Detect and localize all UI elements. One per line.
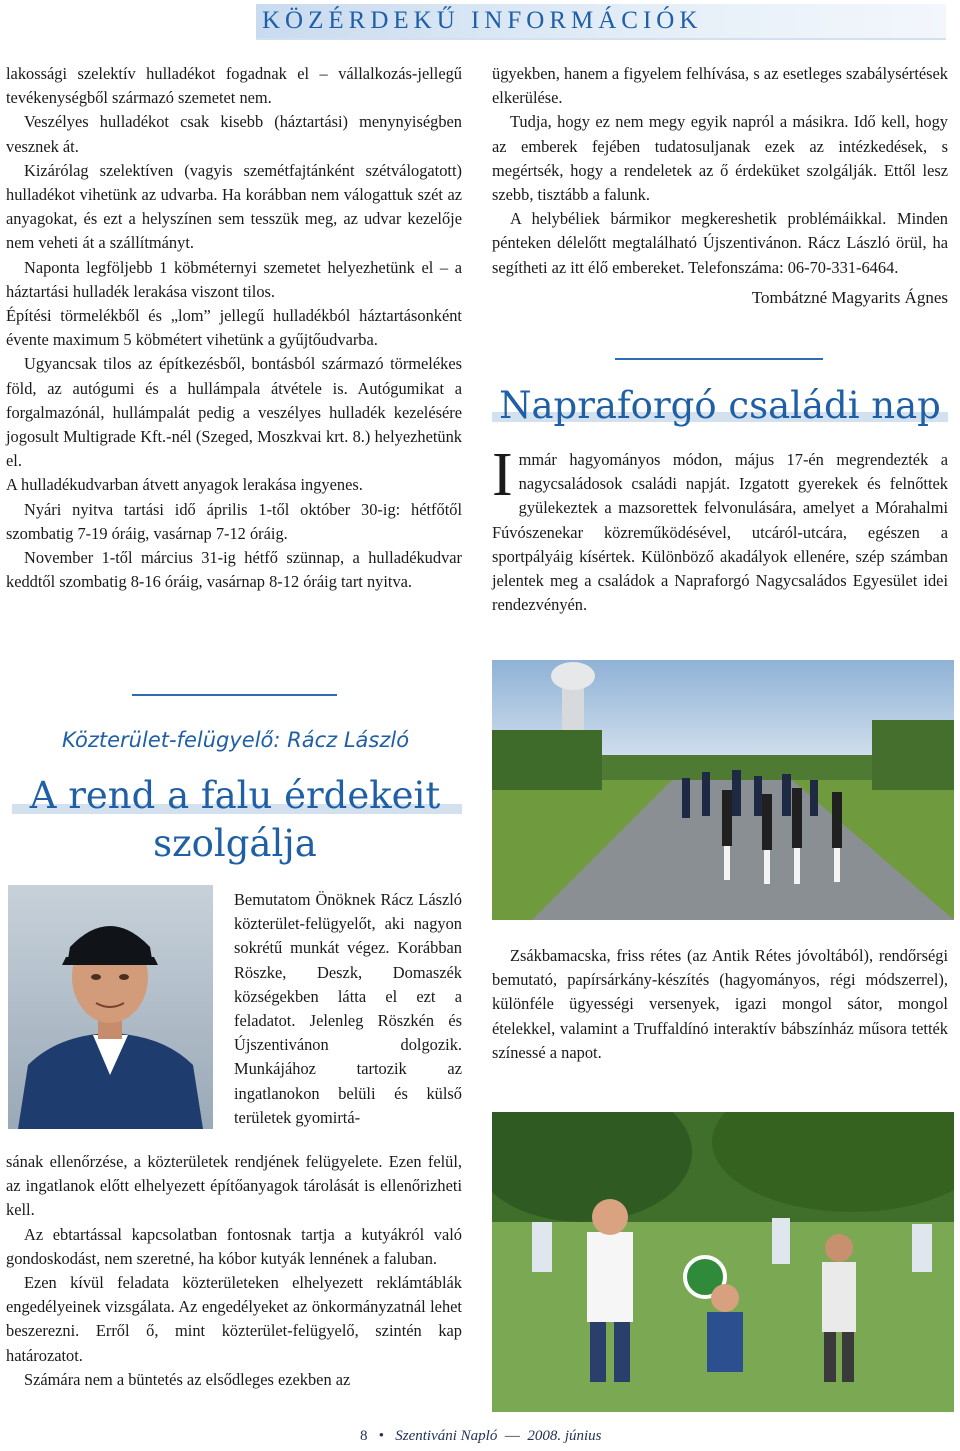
publication-date: 2008. június xyxy=(527,1428,602,1444)
paragraph: Kizárólag szelektíven (vagyis szemétfajtánként szétválogatott) hulladékot vihetünk az udvarba. Ha korábban nem válogattuk szét az anyagokat, és ezt a helyszínen sem tesszük meg, az udvar kezelője nem veheti át a szállítmányt. xyxy=(6,160,462,253)
bio-text xyxy=(234,888,462,1130)
footer-bullet: • xyxy=(378,1428,385,1444)
author-signature: Tombátzné Magyarits Ágnes xyxy=(751,287,948,307)
paragraph: Nyári nyitva tartási idő április 1-től október 30-ig: hétfőtől szombatig 7-19 óráig, vasárnap 7-12 óráig. xyxy=(6,499,462,543)
intro-text: mmár hagyományos módon, május 17-én megrendezték a nagycsaládosok családi napját. Izgatott gyerekek és felnőttek gyülekeztek a mazsorettek felvonulására, amelyet a Mórahalmi Fúvószenekar közreműködésével, utcáról-utcára, egészen a sportpályáig kísértek. Különböző akadályok ellenére, szép számban jelentek meg a családok a Napraforgó Nagycsaládos Egyesület idei rendezvényén. xyxy=(492,450,948,615)
article-intro xyxy=(492,441,948,617)
paragraph: Az ebtartással kapcsolatban fontosnak tartja a kutyákról való gondoskodást, nem szeretné, ha kóbor kutyák lennének a faluban. xyxy=(6,1224,462,1268)
paragraph: Zsákbamacska, friss rétes (az Antik Rétes jóvoltából), rendőrségi bemutató, papírsárkány-készítés (hagyományos, régi módszerrel), különféle ügyességi versenyek, igazi mongol sátor, mongol ételekkel, valamint a Truffaldínó interaktív bábszínház műsora tették színessé a napot. xyxy=(492,946,948,1062)
parade-photo xyxy=(492,660,954,920)
page-footer xyxy=(360,1428,602,1445)
intro-paragraph xyxy=(492,441,948,617)
paragraph: A helybéliek bármikor megkereshetik problémáikkal. Minden pénteken délelőtt megtalálható Újszentivánon. Rácz László örül, ha segítheti az itt élő embereket. Telefonszáma: 06-70-331-6464. xyxy=(492,209,948,277)
paragraph: Ugyancsak tilos az építkezésből, bontásból származó törmelékes föld, az autógumi és a hullámpala átvétele is. Autógumikat a forgalmazónál, hullámpalát pedig a veszélyes hulladék kezelésére jogosult Multigrade Kft.-nél (Szeged, Moszkvai krt. 8.) helyezhetünk el. xyxy=(6,354,462,471)
divider xyxy=(132,694,337,696)
family-games-photo xyxy=(492,1112,954,1412)
section-title: KÖZÉRDEKŰ INFORMÁCIÓK xyxy=(262,7,703,34)
divider xyxy=(615,358,823,360)
paragraph: November 1-től március 31-ig hétfő szünnap, a hulladékudvar keddtől szombatig 8-16 óráig, vasárnap 8-12 óráig tart nyitva. xyxy=(6,548,462,592)
left-column-bottom xyxy=(6,1150,462,1392)
article-continuation xyxy=(492,944,948,1065)
right-column-top xyxy=(492,62,948,310)
dropcap: I xyxy=(492,441,513,509)
page-number: 8 xyxy=(360,1428,368,1444)
article-kicker: Közterület-felügyelő: Rácz László xyxy=(62,728,410,752)
paragraph: A hulladékudvarban átvett anyagok lerakása ingyenes. xyxy=(6,475,363,495)
paragraph: sának ellenőrzése, a közterületek rendjének felügyelete. Ezen felül, az ingatlanok előtt elhelyezett építőanyagok tárolását is ellenőrizheti kell. xyxy=(6,1152,462,1220)
paragraph: Veszélyes hulladékot csak kisebb (háztartási) menynyiségben vesznek át. xyxy=(6,112,462,156)
paragraph: Építési törmelékből és „lom” jellegű hulladékból háztartásonként évente maximum 5 köbmétert vihetünk a gyűjtőudvarba. xyxy=(6,306,462,350)
paragraph: Tudja, hogy ez nem megy egyik napról a másikra. Idő kell, hogy az emberek fejében tudatosuljanak ezek az intézkedések, s megértsék, hogy a rendeletek az ő érdeküket szolgálják. Ettől lesz szebb, tisztább a falunk. xyxy=(492,112,948,205)
headline-napraforgo: Napraforgó családi nap xyxy=(499,384,941,427)
headline-rend: A rend a falu érdekeit szolgálja xyxy=(29,774,441,865)
footer-dash: — xyxy=(501,1428,524,1444)
paragraph: ügyekben, hanem a figyelem felhívása, s az esetleges szabálysértések elkerülése. xyxy=(492,64,948,108)
paragraph: Ezen kívül feladata közterületeken elhelyezett reklámtáblák engedélyeinek vizsgálata. Az engedélyeket az önkormányzatnál lehet beszerezni. Erről ő, mint közterület-felügyelő, szintén kap határozatot. xyxy=(6,1273,462,1365)
left-column-top xyxy=(6,62,462,594)
paragraph: Bemutatom Önöknek Rácz László közterület-felügyelőt, aki nagyon sokrétű munkát végez. Korábban Röszke, Deszk, Domaszék községekben látta el ezt a feladatot. Jelenleg Röszkén és Újszentivánon dolgozik. Munkájához tartozik az ingatlanokon belüli és külső területek gyomirtá- xyxy=(234,890,462,1127)
paragraph: Számára nem a büntetés az elsődleges ezekben az xyxy=(24,1369,351,1389)
paragraph: lakossági szelektív hulladékot fogadnak el – vállalkozás-jellegű tevékenységből származó szemetet nem. xyxy=(6,64,462,108)
publication-title: Szentiváni Napló xyxy=(395,1428,498,1444)
paragraph: Naponta legföljebb 1 köbméternyi szemetet helyezhetünk el – a háztartási hulladék lerakása viszont tilos. xyxy=(6,257,462,301)
portrait-photo xyxy=(8,885,213,1129)
